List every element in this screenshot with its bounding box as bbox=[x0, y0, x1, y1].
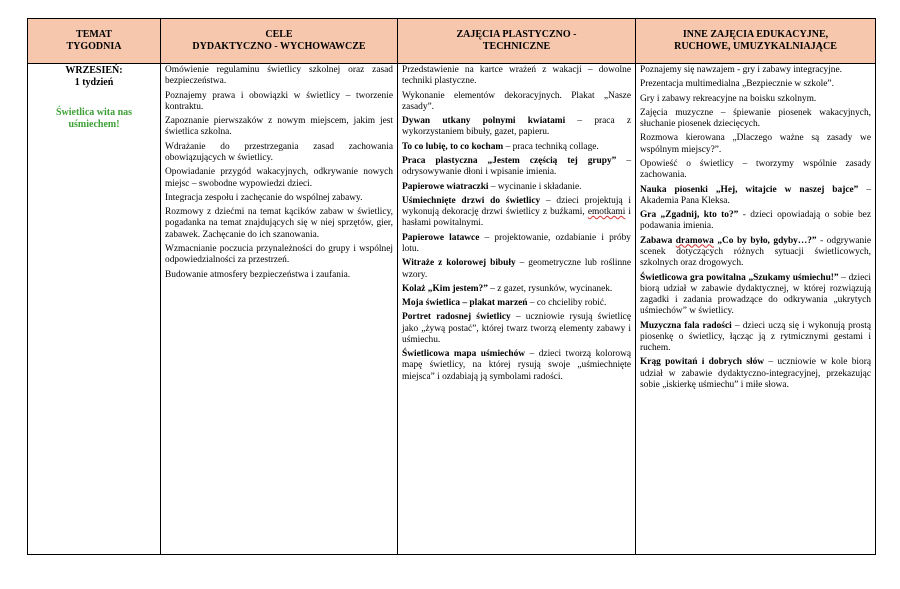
other-item bbox=[640, 159, 871, 182]
other-activities-cell bbox=[636, 64, 876, 555]
art-item-title: Moja świetlica – plakat marzeń bbox=[402, 298, 528, 309]
art-item-text: – odrysowywanie dłoni i wpisanie imienia. bbox=[402, 155, 632, 178]
art-item bbox=[402, 156, 631, 179]
other-item-title: Nauka piosenki „Hej, witajcie w naszej bajce” bbox=[640, 184, 859, 195]
art-item-text: Wykonanie elementów dekoracyjnych. Plakat „Nasze zasady”. bbox=[402, 90, 631, 112]
other-item-text: Opowieść o świetlicy – tworzymy wspólnie zasady zachowania. bbox=[640, 158, 871, 181]
art-item bbox=[402, 233, 631, 256]
art-item-text: – projektowanie, ozdabianie i próby lotu. bbox=[402, 232, 631, 254]
other-item-text: Gry i zabawy rekreacyjne na boisku szkolnym. bbox=[640, 93, 817, 104]
art-item bbox=[402, 284, 631, 295]
other-item bbox=[640, 210, 871, 233]
other-item bbox=[640, 133, 871, 156]
art-item-title: Papierowe wiatraczki bbox=[402, 181, 489, 192]
other-item bbox=[640, 65, 871, 76]
art-item bbox=[402, 142, 631, 153]
other-item-text: - odgrywanie scenek dotyczących różnych sytuacji świetlicowych, szkolnych oraz drogowych. bbox=[640, 235, 871, 269]
goal-item: Omówienie regulaminu świetlicy szkolnej oraz zasad bezpieczeństwa. bbox=[165, 65, 393, 87]
goal-item: Budowanie atmosfery bezpieczeństwa i zaufania. bbox=[165, 269, 351, 280]
other-item-title: Gra „Zgadnij, kto to?” bbox=[640, 210, 739, 221]
other-item bbox=[640, 79, 871, 90]
art-item-title: Dywan utkany polnymi kwiatami bbox=[402, 116, 566, 127]
goal-item: Integracja zespołu i zachęcanie do wspólnej zabawy. bbox=[165, 192, 363, 203]
other-item bbox=[640, 273, 871, 318]
art-item-text: – uczniowie rysują świetlicę jako „żywą postać”, której twarz tworzą elementy zabawy i uśmiechu. bbox=[402, 312, 631, 345]
other-item-title: Zabawa dramowa „Co by było, gdyby…?” bbox=[640, 235, 817, 246]
other-item-text: – dzieci uczą się i wykonują prostą piosenkę o świetlicy, łącząc ją z rytmicznymi gestami i ruchem. bbox=[640, 320, 871, 354]
art-item-title: Witraże z kolorowej bibuły bbox=[402, 258, 516, 269]
art-item-text: – praca techniką collage. bbox=[503, 141, 599, 152]
other-item-title: Świetlicowa gra powitalna „Szukamy uśmiechu!” bbox=[640, 272, 839, 283]
goal-item: Wzmacnianie poczucia przynależności do grupy i wspólnej odpowiedzialności za przestrzeń. bbox=[165, 243, 393, 266]
other-item bbox=[640, 236, 871, 270]
week-month: WRZESIEŃ: bbox=[65, 65, 123, 76]
goal-item: Opowiadanie przygód wakacyjnych, odkrywanie nowych miejsc – swobodne wypowiedzi dzieci. bbox=[165, 167, 393, 189]
goal-item: Rozmowy z dziećmi na temat kącików zabaw w świetlicy, pogadanka na temat znajdujących się w niej sprzętów, gier, zabawek. Zachęcanie do ich szanowania. bbox=[165, 207, 393, 240]
week-theme: Świetlica wita nas uśmiechem! bbox=[55, 107, 133, 130]
header-art-activities: ZAJĘCIA PLASTYCZNO - TECHNICZNE bbox=[398, 19, 636, 64]
week-number: 1 tydzień bbox=[74, 77, 114, 88]
other-item bbox=[640, 108, 871, 131]
art-item-text: – wycinanie i składanie. bbox=[488, 181, 582, 192]
art-item-title: Praca plastyczna „Jestem częścią tej grupy” bbox=[402, 155, 617, 166]
header-goals: CELE DYDAKTYCZNO - WYCHOWAWCZE bbox=[161, 19, 398, 64]
other-item-title: Muzyczna fala radości bbox=[640, 320, 732, 331]
other-item bbox=[640, 185, 871, 208]
art-item-text: – dzieci tworzą kolorową mapę świetlicy, na której rysują swoje „uśmiechnięte miejsca” i ozdabiają ją symbolami radości. bbox=[402, 349, 631, 382]
other-item-text: – dzieci biorą udział w zabawie dydaktycznej, w której rozwiązują zagadki i zadania prowadzące do odkrywania „ukrytych uśmiechów” w świetlicy. bbox=[640, 272, 871, 317]
other-item-text: Zajęcia muzyczne – śpiewanie piosenek wakacyjnych, słuchanie piosenek dziecięcych. bbox=[640, 107, 871, 130]
art-item-title: Papierowe latawce bbox=[402, 232, 480, 243]
header-row bbox=[28, 19, 876, 64]
art-item-title: Świetlicowa mapa uśmiechów bbox=[402, 349, 526, 360]
art-item-text: – geometryczne lub roślinne wzory. bbox=[402, 258, 631, 280]
art-item-title: To co lubię, to co kocham bbox=[402, 141, 504, 152]
art-item bbox=[402, 298, 631, 309]
art-item bbox=[402, 182, 631, 193]
goal-item: Zapoznanie pierwszaków z nowym miejscem, jakim jest świetlica szkolna. bbox=[165, 116, 393, 138]
header-other-activities: INNE ZAJĘCIA EDUKACYJNE, RUCHOWE, UMUZYKALNIAJĄCE bbox=[636, 19, 876, 64]
art-item-text: Przedstawienie na kartce wrażeń z wakacji – dowolne techniki plastyczne. bbox=[402, 65, 631, 87]
art-item bbox=[402, 312, 631, 346]
art-item-text: – z gazet, rysunków, wycinanek. bbox=[487, 283, 613, 294]
art-item-text: – praca z wykorzystaniem bibuły, gazet, papieru. bbox=[402, 116, 631, 138]
week-cell bbox=[28, 64, 161, 555]
art-item bbox=[402, 258, 631, 281]
art-item-title: Kolaż „Kim jestem?” bbox=[402, 283, 488, 294]
art-item bbox=[402, 91, 631, 114]
art-item bbox=[402, 116, 631, 139]
other-item-title: Krąg powitań i dobrych słów bbox=[640, 357, 765, 368]
art-item-text: – co chcieliby robić. bbox=[527, 298, 607, 309]
other-item-text: Prezentacja multimedialna „Bezpiecznie w szkole”. bbox=[640, 79, 834, 90]
header-week-theme: TEMAT TYGODNIA bbox=[28, 19, 161, 64]
goal-item: Wdrażanie do przestrzegania zasad zachowania obowiązujących w świetlicy. bbox=[165, 141, 393, 163]
other-item bbox=[640, 321, 871, 355]
other-item bbox=[640, 357, 871, 391]
weekly-plan-table bbox=[27, 18, 876, 555]
art-item-title: Uśmiechnięte drzwi do świetlicy bbox=[402, 195, 541, 206]
other-item-text: Poznajemy się nawzajem - gry i zabawy integracyjne. bbox=[640, 65, 843, 75]
art-activities-cell bbox=[398, 64, 636, 555]
art-item bbox=[402, 65, 631, 88]
other-item-text: – uczniowie w kole biorą udział w zabawie dydaktyczno-integracyjnej, przekazując sobie „iskierkę uśmiechu” i miłe słowa. bbox=[640, 357, 871, 391]
goal-item: Poznajemy prawa i obowiązki w świetlicy – tworzenie kontraktu. bbox=[165, 90, 393, 112]
other-item-text: - dzieci opowiadają o sobie bez podawania imienia. bbox=[640, 210, 871, 232]
week-row bbox=[28, 64, 876, 555]
goals-cell bbox=[161, 64, 398, 555]
other-item-text: – Akademia Pana Kleksa. bbox=[640, 184, 872, 206]
art-item bbox=[402, 349, 631, 383]
other-item-text: Rozmowa kierowana „Dlaczego ważne są zasady we wspólnym miejscy?”. bbox=[640, 133, 871, 155]
art-item bbox=[402, 196, 631, 230]
art-item-title: Portret radosnej świetlicy bbox=[402, 312, 511, 323]
art-item-text: – dzieci projektują i wykonują dekorację drzwi świetlicy z buźkami, emotkami i hasłami powitalnymi. bbox=[402, 195, 632, 229]
other-item bbox=[640, 94, 871, 105]
